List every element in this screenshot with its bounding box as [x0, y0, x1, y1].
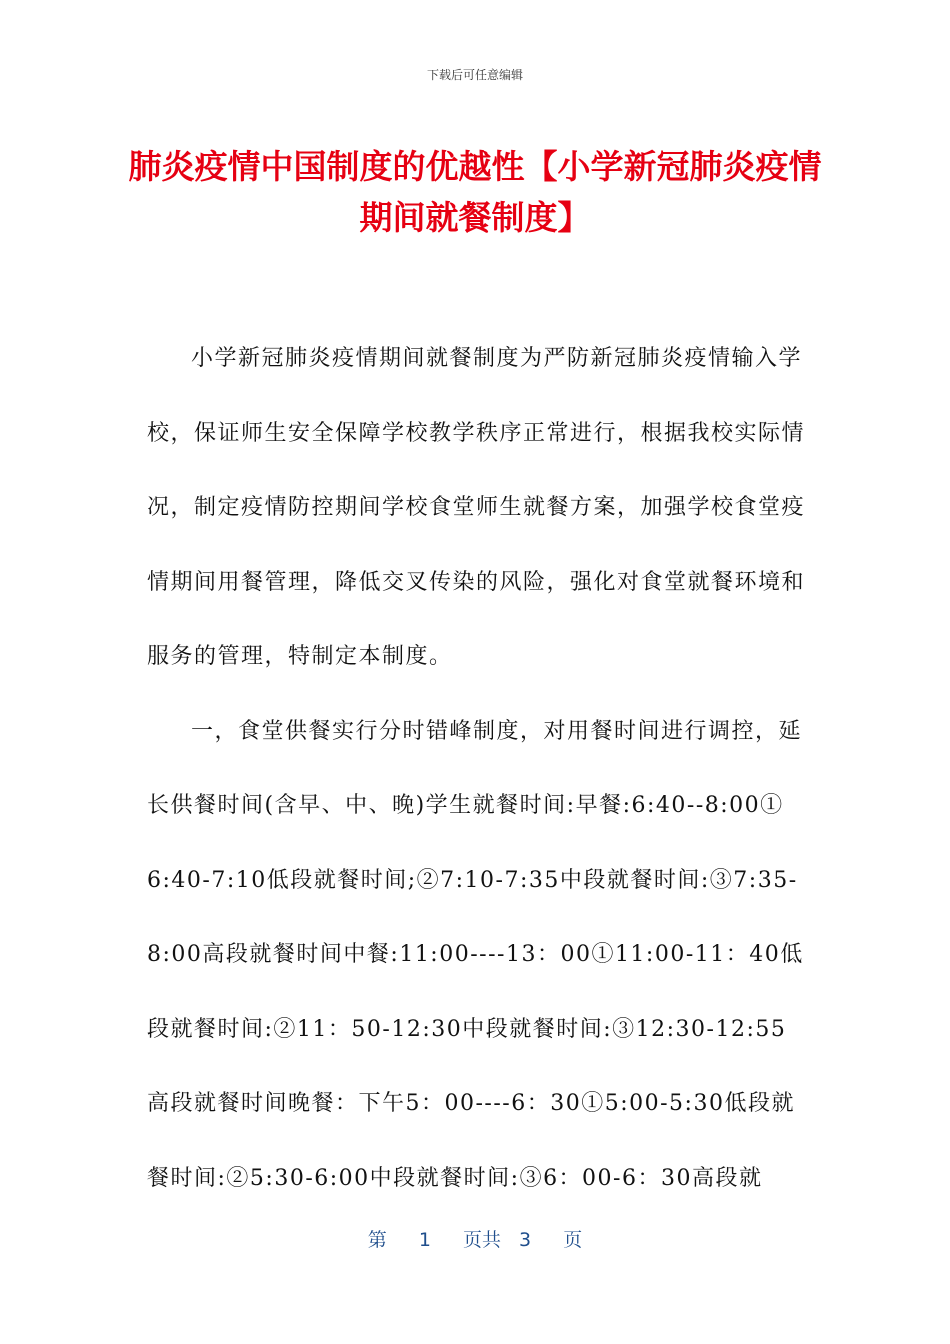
- current-page-number: 1: [418, 1229, 431, 1251]
- page-label-middle: 页共: [462, 1229, 501, 1251]
- page-label-suffix: 页: [563, 1229, 583, 1251]
- header-note: 下载后可任意编辑: [426, 68, 523, 82]
- document-body: [147, 322, 807, 1216]
- page-label-prefix: 第: [367, 1229, 387, 1251]
- paragraph-intro: 小学新冠肺炎疫情期间就餐制度为严防新冠肺炎疫情输入学校，保证师生安全保障学校教学秩序正常进行，根据我校实际情况，制定疫情防控期间学校食堂师生就餐方案，加强学校食堂疫情期间用餐管理，降低交叉传染的风险，强化对食堂就餐环境和服务的管理，特制定本制度。: [147, 346, 806, 669]
- document-title: 肺炎疫情中国制度的优越性【小学新冠肺炎疫情期间就餐制度】: [128, 147, 822, 237]
- total-pages-number: 3: [519, 1229, 532, 1251]
- page-footer: [0, 1225, 950, 1252]
- paragraph-meal-schedule: 一，食堂供餐实行分时错峰制度，对用餐时间进行调控，延长供餐时间(含早、中、晚)学生就餐时间:早餐:6:40--8:00①6:40-7:10低段就餐时间;②7:10-7:35中段就餐时间:③7:35-8:00高段就餐时间中餐:11:00----13：00①11:00-11：40低段就餐时间:②11：50-12:30中段就餐时间:③12:30-12:55高段就餐时间晚餐：下午5：00----6：30①5:00-5:30低段就餐时间:②5:30-6:00中段就餐时间:③6：00-6：30高段就: [147, 718, 804, 1191]
